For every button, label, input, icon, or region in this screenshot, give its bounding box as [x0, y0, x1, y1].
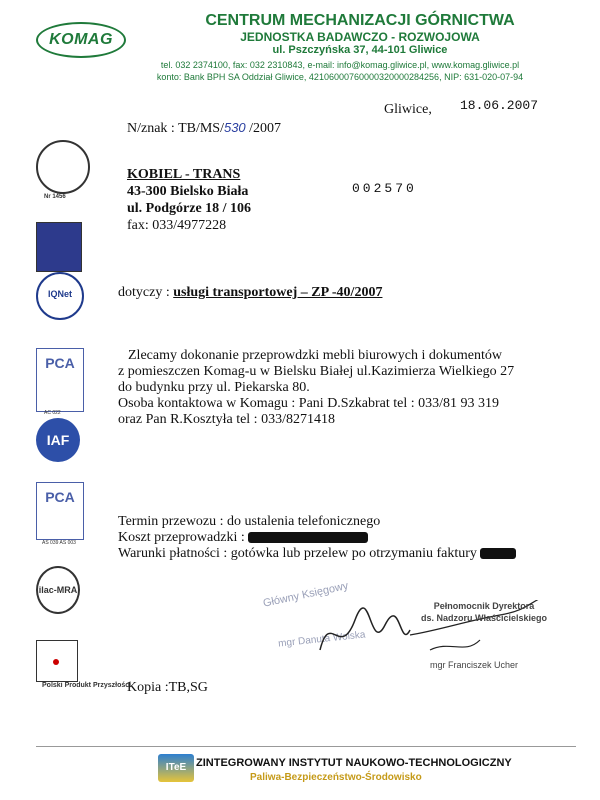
term-payment-label: Warunki płatności : gotówka lub przelew po otrzymaniu faktury [118, 546, 477, 561]
footer-tagline: Paliwa-Bezpieczeństwo-Środowisko [250, 772, 422, 783]
notified-body-logo [36, 140, 90, 194]
chief-accountant-stamp: Główny Księgowy [262, 579, 350, 610]
recipient-fax: fax: 033/4977228 [127, 218, 227, 233]
director-title: Pełnomocnik Dyrektora [433, 601, 535, 611]
copy-recipients: Kopia :TB,SG [127, 680, 208, 695]
chief-accountant-name: mgr Danuta Wolska [277, 629, 366, 650]
recipient-name: KOBIEL - TRANS [127, 167, 241, 182]
iqnet-logo [36, 272, 84, 320]
iaf-logo: IAF [36, 418, 80, 462]
term-cost [118, 530, 558, 546]
body-line: Zlecamy dokonanie przeprowdzki mebli biurowych i dokumentów [128, 348, 503, 363]
komag-logo [36, 22, 126, 58]
as-numbers: AS 039 AS 003 [42, 540, 76, 546]
subject-text: usługi transportowej – ZP -40/2007 [173, 285, 383, 300]
recipient-block [127, 166, 251, 234]
body-line: do budynku przy ul. Piekarska 80. [118, 380, 310, 395]
footer-institute-name: ZINTEGROWANY INSTYTUT NAUKOWO-TECHNOLOGICZNY [196, 757, 512, 769]
header-unit: JEDNOSTKA BADAWCZO - ROZWOJOWA [240, 30, 480, 44]
recipient-postal: 43-300 Bielsko Biała [127, 184, 249, 199]
letter-body [118, 348, 558, 428]
director-stamp [404, 600, 564, 624]
red-dot-icon [53, 659, 59, 665]
ref-suffix: /2007 [245, 121, 282, 136]
body-line: z pomieszczen Komag-u w Bielsku Białej ul.Kazimierza Wielkiego 27 [118, 364, 515, 379]
terms-block [118, 514, 558, 562]
polish-product-logo [36, 640, 78, 682]
pca-logo-laboratory [36, 482, 84, 540]
registration-stamp-number: 002570 [352, 181, 417, 196]
footer-divider [36, 746, 576, 747]
reference-number [127, 120, 281, 137]
polish-product-label: Polski Produkt Przyszłości [42, 682, 132, 689]
subject-line [118, 285, 382, 301]
itee-logo: ITeE [158, 754, 194, 782]
header-contact: tel. 032 2374100, fax: 032 2310843, e-mail: info@komag.gliwice.pl, www.komag.gliwice.pl [160, 60, 520, 70]
header-bank: konto: Bank BPH SA Oddział Gliwice, 42106000760000320000284256, NIP: 631-020-07-94 [156, 72, 524, 82]
body-line: oraz Pan R.Kosztyła tel : 033/8271418 [118, 412, 335, 427]
term-payment [118, 546, 558, 562]
ilac-mra-logo: ilac-MRA [36, 566, 80, 614]
letter-date: 18.06.2007 [460, 98, 539, 113]
term-transport-date: Termin przewozu : do ustalenia telefonicznego [118, 514, 381, 529]
ref-prefix: N/znak : TB/MS/ [127, 121, 224, 136]
letter-city: Gliwice, [384, 102, 432, 117]
recipient-street: ul. Podgórze 18 / 106 [127, 201, 252, 216]
header-address: ul. Pszczyńska 37, 44-101 Gliwice [272, 44, 448, 56]
redacted-cost [248, 532, 368, 543]
redacted-mark [480, 548, 516, 559]
director-name: mgr Franciszek Ucher [430, 660, 519, 670]
pcbc-logo [36, 222, 82, 272]
notified-body-number: Nr 1456 [44, 194, 66, 200]
iqnet-label: IQNet [47, 289, 72, 299]
subject-prefix: dotyczy : [118, 285, 174, 300]
director-division: ds. Nadzoru Właścicielskiego [420, 613, 548, 623]
header-org-name: CENTRUM MECHANIZACJI GÓRNICTWA [205, 12, 515, 29]
term-cost-label: Koszt przeprowadzki : [118, 530, 245, 545]
ac-number: AC 022 [44, 410, 61, 416]
pca-label-2: PCA [45, 489, 75, 505]
pca-label: PCA [45, 355, 75, 371]
komag-logo-text: KOMAG [49, 31, 113, 48]
ref-handwritten-number: 530 [223, 120, 246, 135]
pca-logo-certification [36, 348, 84, 412]
body-line: Osoba kontaktowa w Komagu : Pani D.Szkabrat tel : 033/81 93 319 [118, 396, 500, 411]
